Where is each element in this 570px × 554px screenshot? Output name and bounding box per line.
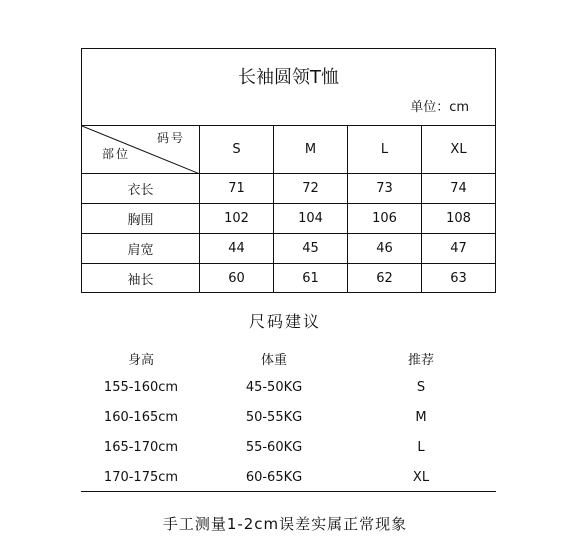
measurement-note: 手工测量1-2cm误差实属正常现象 [162,515,408,533]
product-title: 长袖圆领T恤 [238,67,339,88]
row-label: 衣长 [82,174,200,203]
recommendation-row [81,410,496,430]
corner-size-label: 码号 [156,131,185,145]
table-cell: 104 [274,204,348,233]
size-value: M [415,410,427,425]
corner-part-label: 部位 [102,147,131,161]
table-row [82,264,495,293]
table-cell: 45 [274,234,348,263]
weight-value: 60-65KG [245,470,303,485]
unit-label: 单位：cm [410,100,469,115]
table-cell: 60 [200,264,274,293]
table-header [82,49,495,126]
height-value: 170-175cm [103,470,179,485]
table-cell: 108 [446,211,471,226]
table-cell: 47 [450,241,467,256]
table-row [82,174,495,204]
size-value: S [416,380,426,395]
table-row [82,204,495,234]
size-chart-table [81,48,496,293]
recommendation-row [81,380,496,400]
recommend-header: 推荐 [407,353,434,368]
size-header-row [82,126,495,174]
height-value: 155-160cm [103,380,179,395]
table-cell: 44 [200,234,274,263]
weight-value: 50-55KG [245,410,303,425]
row-label: 袖长 [82,264,200,293]
table-cell: 62 [348,264,422,293]
size-header: M [274,126,348,173]
size-header: S [200,126,274,173]
size-header: XL [450,142,467,157]
table-cell: 63 [450,271,467,286]
size-header: L [348,126,422,173]
corner-cell [82,126,200,173]
row-label: 肩宽 [82,234,200,263]
recommendation-header [81,349,496,369]
table-cell: 106 [348,204,422,233]
table-cell: 74 [450,181,467,196]
divider-line [81,491,496,492]
height-value: 165-170cm [103,440,179,455]
height-value: 160-165cm [103,410,179,425]
row-label: 胸围 [82,204,200,233]
size-value: L [417,440,425,455]
table-row [82,234,495,264]
size-value: XL [412,470,430,485]
weight-value: 45-50KG [245,380,303,395]
recommendation-row [81,470,496,490]
weight-header: 体重 [260,353,287,368]
table-cell: 71 [200,174,274,203]
table-cell: 73 [348,174,422,203]
table-cell: 72 [274,174,348,203]
table-cell: 61 [274,264,348,293]
height-header: 身高 [127,353,154,368]
table-cell: 46 [348,234,422,263]
weight-value: 55-60KG [245,440,303,455]
recommendation-title: 尺码建议 [248,312,321,331]
recommendation-row [81,440,496,460]
table-cell: 102 [200,204,274,233]
